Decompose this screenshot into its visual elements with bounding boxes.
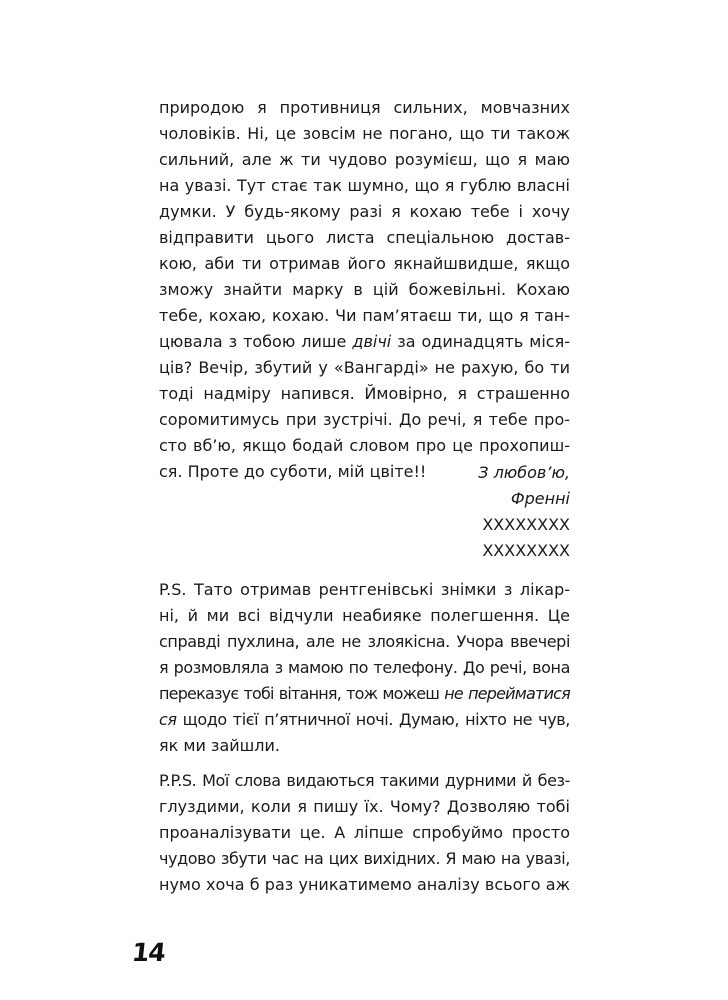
text-line — [159, 681, 570, 707]
text-line: справді пухлина, але не злоякісна. Учора ввечері — [159, 632, 570, 651]
text-line: чудово збути час на цих вихідних. Я маю на увазі, — [159, 849, 570, 868]
text-line: відправити цього листа спеціальною достав- — [159, 228, 570, 247]
text-line: чоловіків. Ні, це зовсім не погано, що ти також — [159, 124, 570, 143]
text-run: переказує тобі вітання, тож можеш — [159, 684, 445, 703]
post-postscript — [159, 768, 570, 898]
letter-signature — [159, 460, 570, 564]
letter-body — [159, 95, 570, 485]
emphasis-text: двічі — [352, 332, 392, 351]
text-run: щодо тієї п’ятничної ночі. Думаю, ніхто не чув, — [176, 710, 570, 729]
postscript — [159, 577, 570, 759]
text-line: ців? Вечір, збутий у «Вангарді» не рахую, бо ти — [159, 358, 570, 377]
text-line: глуздими, коли я пишу їх. Чому? Дозволяю тобі — [159, 797, 570, 816]
text-line: на увазі. Тут стає так шумно, що я гублю власні — [159, 176, 570, 195]
signature-kisses: ХХХХХХХХ — [482, 515, 570, 534]
page-number: 14 — [130, 938, 167, 967]
text-line: зможу знайти марку в цій божевільні. Кохаю — [159, 280, 570, 299]
text-line: тебе, кохаю, кохаю. Чи пам’ятаєш ти, що я тан- — [159, 306, 570, 325]
text-line: я розмовляла з мамою по телефону. До речі, вона — [159, 658, 570, 677]
text-line: проаналізувати це. А ліпше спробуймо просто — [159, 823, 570, 842]
text-line — [159, 329, 570, 355]
emphasis-text: ся — [159, 710, 177, 729]
text-line: кою, аби ти отримав його якнайшвидше, якщо — [159, 254, 570, 273]
text-line — [159, 707, 570, 733]
emphasis-text: не перейматися — [444, 684, 570, 703]
text-line: нумо хоча б раз уникатимемо аналізу всього аж — [159, 875, 570, 894]
text-line: сильний, але ж ти чудово розумієш, що я маю — [159, 150, 570, 169]
text-run: цювала з тобою лише — [159, 332, 353, 351]
text-line: сто вб’ю, якщо бодай словом про це прохопиш- — [159, 436, 570, 455]
signature-closing: З любов’ю, — [478, 463, 570, 482]
text-line: соромитимусь при зустрічі. До речі, я тебе про- — [159, 410, 570, 429]
text-line: P.P.S. Мої слова видаються такими дурними й без- — [159, 771, 570, 790]
text-line: ся. Проте до суботи, мій цвіте!! — [159, 462, 427, 481]
text-line: думки. У будь-якому разі я кохаю тебе і хочу — [159, 202, 570, 221]
text-line: тоді надміру напився. Ймовірно, я страшенно — [159, 384, 570, 403]
signature-name: Френні — [510, 489, 570, 508]
text-line: P.S. Тато отримав рентгенівські знімки з лікар- — [159, 580, 570, 599]
text-line: ні, й ми всі відчули неабияке полегшення. Це — [159, 606, 570, 625]
signature-kisses: ХХХХХХХХ — [482, 541, 570, 560]
text-line: як ми зайшли. — [159, 736, 280, 755]
text-line: природою я противниця сильних, мовчазних — [159, 98, 570, 117]
text-run: за одинадцять міся- — [391, 332, 571, 351]
